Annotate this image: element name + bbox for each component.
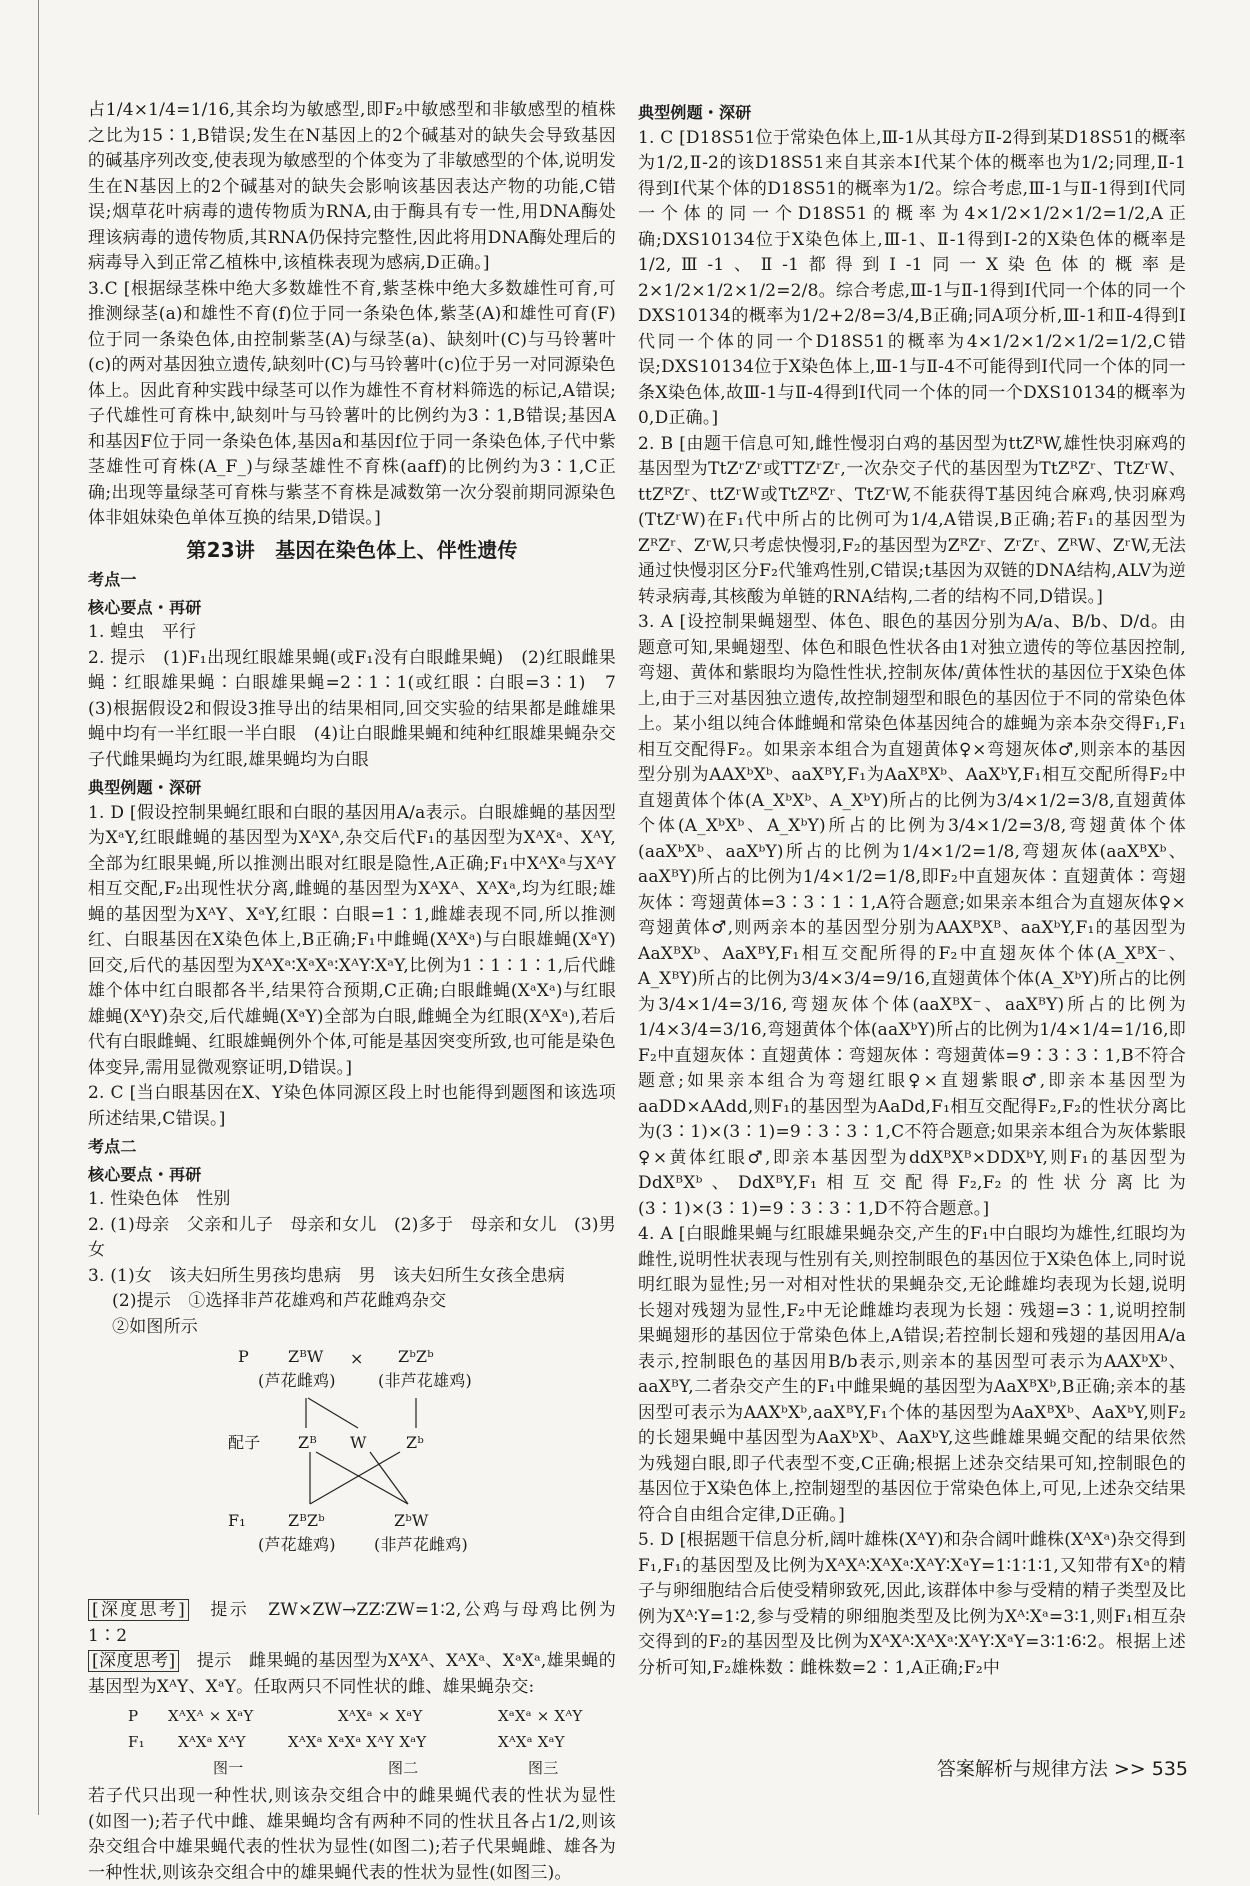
para-continued: 占1/4×1/4=1/16,其余均为敏感型,即F₂中敏感型和非敏感型的植株之比为15∶1,B错误;发生在N基因上的2个碱基对的缺失会导致基因的碱基序列改变,使表现为敏感型的个体变为了非敏感型的个体,说明发生在N基因上的2个碱基对的缺失会影响该基因表达产物的功能,C错误;烟草花叶病毒的遗传物质为RNA,由于酶具有专一性,用DNA酶处理该病毒的遗传物质,其RNA仍保持完整性,因此将用DNA酶处理后的病毒导入到正常乙植株中,该植株表现为感病,D正确。] [88,100,616,273]
typical2-item-4: 4. A [白眼雌果蝇与红眼雄果蝇杂交,产生的F₁中白眼均为雄性,红眼均为雌性,说明性状表现与性别有关,则控制眼色的基因位于X染色体上,同时说明红眼为显性;另一对相对性状的果蝇杂交,无论雌雄均表现为长翅,说明长翅对残翅为显性,F₂中无论雌雄均表现为长翅∶残翅=3∶1,说明控制果蝇翅形的基因位于常染色体上,A错误;若控制长翅和残翅的基因用A/a表示,控制眼色的基因用B/b表示,则亲本的基因型可表示为AAXᵇXᵇ、aaXᴮY,二者杂交产生的F₁中雌果蝇的基因型为AaXᴮXᵇ,B正确;亲本的基因型可表示为AAXᵇXᵇ,aaXᴮY,F₁个体的基因型为AaXᴮXᵇ、AaXᵇY,则F₂的长翅果蝇中基因型为AaXᵇXᵇ、AaXᵇY,这些雌雄果蝇交配的结果依然为残翅白眼,即子代表型不变,C正确;根据上述杂交结果可知,控制眼色的基因位于X染色体上,控制翅型的基因位于常染色体上,可见,上述杂交结果符合自由组合定律,D正确。] [638,1224,1186,1525]
diagram-f1-female-label: (非芦花雌鸡) [374,1535,468,1554]
cross-fig2-offspring: XᴬXᵃ XᵃXᵃ XᴬY XᵃY [288,1733,427,1751]
cross-diagram-lines [88,1344,616,1594]
cross-row-captions [88,1756,616,1782]
binding-line [38,0,39,1815]
diagram-f1-female: ZᵇW [394,1511,429,1530]
arrow-line [370,1452,408,1504]
core1-item-1: 1. 蝗虫 平行 [88,622,197,642]
deep-thinking-1 [88,1598,616,1649]
core-points-heading-1: 核心要点・再研 [88,597,202,617]
core1-item-2: 2. 提示 (1)F₁出现红眼雄果蝇(或F₁没有白眼雌果蝇) (2)红眼雌果蝇∶红眼雄果蝇∶白眼雄果蝇=2∶1∶1(或红眼∶白眼=3∶1) 7 (3)根据假设2和假设3推导出的结果相同,回交实验的结果都是雌雄果蝇中均有一半红眼一半白眼 (4)让白眼雌果蝇和纯种红眼雄果蝇杂交 子代雌果蝇均为红眼,雄果蝇均为白眼 [88,647,634,770]
core2-item-2: 2. (1)母亲 父亲和儿子 母亲和女儿 (2)多于 母亲和女儿 (3)男 女 [88,1214,634,1260]
typical2-item-3: 3. A [设控制果蝇翅型、体色、眼色的基因分别为A/a、B/b、D/d。由题意可知,果蝇翅型、体色和眼色性状各由1对独立遗传的等位基因控制,弯翅、黄体和紫眼均为隐性性状,控制灰体/黄体性状的基因位于X染色体上,由于三对基因独立遗传,故控制翅型和眼色的基因位于不同的常染色体上。某小组以纯合体雌蝇和常染色体基因纯合的雄蝇为亲本杂交得F₁,F₁相互交配得F₂。如果亲本组合为直翅黄体♀×弯翅灰体♂,则亲本的基因型分别为AAXᵇXᵇ、aaXᴮY,F₁为AaXᴮXᵇ、AaXᵇY,F₁相互交配所得F₂中直翅黄体个体(A_XᵇXᵇ、A_XᵇY)所占的比例为3/4×1/2=3/8,直翅黄体个体(A_XᵇXᵇ、A_XᵇY)所占的比例为3/4×1/2=3/8,弯翅黄体个体(aaXᵇXᵇ、aaXᵇY)所占的比例为1/4×1/2=1/8,弯翅灰体(aaXᴮXᵇ、aaXᴮY)所占的比例为1/4×1/2=1/8,即F₂中直翅灰体∶直翅黄体∶弯翅灰体∶弯翅黄体=3∶3∶1∶1,A符合题意;如果亲本组合为直翅灰体♀×弯翅黄体♂,则两亲本的基因型分别为AAXᴮXᴮ、aaXᵇY,F₁的基因型为AaXᴮXᵇ、AaXᴮY,F₁相互交配所得的F₂中直翅灰体个体(A_XᴮX⁻、A_XᴮY)所占的比例为3/4×3/4=9/16,直翅黄体个体(A_XᵇY)所占的比例为3/4×1/4=3/16,弯翅灰体个体(aaXᴮX⁻、aaXᴮY)所占的比例为1/4×3/4=3/16,弯翅黄体个体(aaXᵇY)所占的比例为1/4×1/4=1/16,即F₂中直翅灰体∶直翅黄体∶弯翅灰体∶弯翅黄体=9∶3∶3∶1,B不符合题意;如果亲本组合为弯翅红眼♀×直翅紫眼♂,即亲本基因型为aaDD×AAdd,则F₁的基因型为AaDd,F₁相互交配得F₂,F₂的性状分离比为(3∶1)×(3∶1)=9∶3∶3∶1,C不符合题意;如果亲本组合为灰体紫眼♀×黄体红眼♂,即亲本基因型为ddXᴮXᴮ×DDXᵇY,则F₁的基因型为DdXᴮXᵇ、DdXᴮY,F₁相互交配得F₂,F₂的性状分离比为(3∶1)×(3∶1)=9∶3∶3∶1,D不符合题意。] [638,612,1186,1219]
kaodian-2-heading: 考点二 [88,1137,137,1156]
core2-item-3c: ②如图所示 [112,1316,198,1337]
diagram-cross-sign: × [350,1349,364,1368]
diagram-gamete-label: 配子 [228,1433,261,1452]
cross-fig2-parents: XᴬXᵃ × XᵃY [338,1707,423,1725]
core2-item-3a: 3. (1)女 该夫妇所生男孩均患病 男 该夫妇所生女孩全患病 [88,1265,565,1286]
figure-caption: 图三 [528,1759,559,1777]
diagram-p-female-label: (芦花雌鸡) [258,1371,336,1390]
right-column [638,98,1186,1681]
cross-label: P [128,1707,139,1725]
deep-thinking-tag: [深度思考] [88,1599,189,1621]
diagram-p-male: ZᵇZᵇ [398,1347,434,1366]
diagram-p: P [238,1347,249,1366]
figure-caption: 图二 [388,1759,419,1777]
cross-row-f1 [88,1730,616,1756]
diagram-p-male-label: (非芦花雄鸡) [378,1371,472,1390]
core-points-heading-2: 核心要点・再研 [88,1164,202,1184]
figure-caption: 图一 [213,1759,244,1777]
cross-fig1-offspring: XᴬXᵃ XᴬY [178,1733,246,1751]
answer-3: 3.C [根据绿茎株中绝大多数雄性不育,紫茎株中绝大多数雄性可育,可推测绿茎(a)和雄性不育(f)位于同一条染色体,紫茎(A)和雄性可育(F)位于同一条染色体,由控制紫茎(A)与绿茎(a)、缺刻叶(C)与马铃薯叶(c)的两对基因独立遗传,缺刻叶(C)与马铃薯叶(c)位于另一对同源染色体上。因此育种实践中绿茎可以作为雄性不育材料筛选的标记,A错误;子代雄性可育株中,缺刻叶与马铃薯叶的比例约为3∶1,B错误;基因A和基因F位于同一条染色体,基因a和基因f位于同一条染色体,子代中紫茎雄性可育株(A_F_)与绿茎雄性不育株(aaff)的比例约为3∶1,C正确;出现等量绿茎可育株与紫茎不育株是减数第一次分裂前期同源染色体非姐妹染色单体互换的结果,D错误。] [88,278,616,528]
deep-thinking-1-text: 提示 ZW×ZW→ZZ∶ZW=1∶2,公鸡与母鸡比例为1∶2 [88,1600,617,1646]
typical2-item-1: 1. C [D18S51位于常染色体上,Ⅲ-1从其母方Ⅱ-2得到某D18S51的概率为1/2,Ⅱ-2的该D18S51来自其亲本Ⅰ代某个体的概率也为1/2;同理,Ⅱ-1得到Ⅰ代某个体的D18S51的概率为1/2。综合考虑,Ⅲ-1与Ⅱ-1得到Ⅰ代同一个体的同一个D18S51的概率为4×1/2×1/2×1/2=1/2,A正确;DXS10134位于X染色体上,Ⅲ-1、Ⅱ-1得到Ⅰ-2的X染色体的概率是1/2,Ⅲ-1、Ⅱ-1都得到Ⅰ-1同一X染色体的概率是2×1/2×1/2×1/2=2/8。综合考虑,Ⅲ-1与Ⅱ-1得到Ⅰ代同一个体的同一个DXS10134的概率为1/2+2/8=3/4,B正确;同A项分析,Ⅲ-1和Ⅱ-4得到Ⅰ代同一个体的同一个D18S51的概率为4×1/2×1/2×1/2=1/2,C错误;DXS10134位于X染色体上,Ⅲ-1与Ⅱ-4不可能得到Ⅰ代同一个体的同一条X染色体,故Ⅲ-1与Ⅱ-4得到Ⅰ代同一个体的同一个DXS10134的概率为0,D正确。] [638,127,1186,428]
deep-thinking-2 [88,1649,616,1700]
core2-item-1: 1. 性染色体 性别 [88,1189,231,1209]
cross-figures [88,1704,616,1782]
typical2-item-2: 2. B [由题干信息可知,雌性慢羽白鸡的基因型为ttZᴿW,雄性快羽麻鸡的基因型为TtZʳZʳ或TTZʳZʳ,一次杂交子代的基因型为TtZᴿZʳ、TtZʳW、ttZᴿZʳ、ttZʳW或TtZᴿZʳ、TtZʳW,不能获得T基因纯合麻鸡,快羽麻鸡(TtZʳW)在F₁代中所占的比例可为1/4,A错误,B正确;若F₁的基因型为ZᴿZʳ、ZʳW,只考虑快慢羽,F₂的基因型为ZᴿZʳ、ZʳZʳ、ZᴿW、ZʳW,无法通过快慢羽区分F₂代雏鸡性别,C错误;t基因为双链的DNA结构,ALV为逆转录病毒,其核酸为单链的RNA结构,二者的结构不同,D错误。] [638,433,1186,607]
typical2-item-5: 5. D [根据题干信息分析,阔叶雄株(XᴬY)和杂合阔叶雌株(XᴬXᵃ)杂交得到F₁,F₁的基因型及比例为XᴬXᴬ∶XᴬXᵃ∶XᴬY∶XᵃY=1∶1∶1∶1,又知带有Xᵃ的精子与卵细胞结合后使受精卵致死,因此,该群体中参与受精的精子类型及比例为Xᴬ∶Y=1∶2,参与受精的卵细胞类型及比例为Xᴬ∶Xᵃ=3∶1,则F₁相互杂交得到的F₂的基因型及比例为XᴬXᴬ∶XᴬXᵃ∶XᴬY∶XᵃY=3∶1∶6∶2。根据上述分析可知,F₂雄株数∶雌株数=2∶1,A正确;F₂中 [638,1530,1186,1678]
typical-examples-heading-2: 典型例题・深研 [638,103,752,122]
deep-thinking-conclusion: 若子代只出现一种性状,则该杂交组合中的雌果蝇代表的性状为显性(如图一);若子代中雌、雄果蝇均含有两种不同的性状且各占1/2,则该杂交组合中雄果蝇代表的性状为显性(如图二);若子代果蝇雌、雄各为一种性状,则该杂交组合中的雄果蝇代表的性状为显性(如图三)。 [88,1786,616,1883]
cross-fig3-offspring: XᴬXᵃ XᵃY [498,1733,565,1751]
diagram-p-female: ZᴮW [288,1347,324,1366]
cross-fig3-parents: XᵃXᵃ × XᴬY [498,1707,583,1725]
diagram-f1-male-label: (芦花雄鸡) [258,1535,336,1554]
section-title: 第23讲 基因在染色体上、伴性遗传 [186,537,518,562]
page-footer: 答案解析与规律方法 >> 535 [936,1758,1188,1780]
cross-row-p [88,1704,616,1730]
typical-examples-heading-1: 典型例题・深研 [88,778,202,797]
core2-item-3b: (2)提示 ①选择非芦花雄鸡和芦花雌鸡杂交 [112,1291,447,1311]
deep-thinking-tag: [深度思考] [88,1650,179,1672]
diagram-gamete-2: W [350,1433,367,1452]
cross-diagram [88,1344,616,1594]
diagram-gamete-3: Zᵇ [406,1433,424,1452]
typical1-item-2: 2. C [当白眼基因在X、Y染色体同源区段上时也能得到题图和该选项所述结果,C错误。] [88,1083,616,1129]
diagram-gamete-1: Zᴮ [298,1433,317,1452]
arrow-line [308,1398,358,1428]
deep-thinking-2-text: 提示 雌果蝇的基因型为XᴬXᴬ、XᴬXᵃ、XᵃXᵃ,雄果蝇的基因型为XᴬY、XᵃY。任取两只不同性状的雌、雄果蝇杂交: [88,1651,616,1697]
diagram-f1: F₁ [228,1511,246,1530]
left-column [88,98,634,1886]
diagram-f1-male: ZᴮZᵇ [288,1511,325,1530]
typical1-item-1: 1. D [假设控制果蝇红眼和白眼的基因用A/a表示。白眼雄蝇的基因型为XᵃY,红眼雌蝇的基因型为XᴬXᴬ,杂交后代F₁的基因型为XᴬXᵃ、XᴬY,全部为红眼果蝇,所以推测出眼对红眼是隐性,A正确;F₁中XᴬXᵃ与XᴬY相互交配,F₂出现性状分离,雌蝇的基因型为XᴬXᴬ、XᴬXᵃ,均为红眼;雄蝇的基因型为XᴬY、XᵃY,红眼∶白眼=1∶1,雌雄表现不同,所以推测红、白眼基因在X染色体上,B正确;F₁中雌蝇(XᴬXᵃ)与白眼雄蝇(XᵃY)回交,后代的基因型为XᴬXᵃ∶XᵃXᵃ∶XᴬY∶XᵃY,比例为1∶1∶1∶1,后代雌雄个体中红白眼都各半,结果符合预期,C正确;白眼雌蝇(XᵃXᵃ)与红眼雄蝇(XᴬY)杂交,后代雄蝇(XᵃY)全部为白眼,雌蝇全为红眼(XᴬXᵃ),若后代有白眼雌蝇、红眼雄蝇例外个体,可能是基因突变所致,也可能是染色体变异,需用显微观察证明,D错误。] [88,802,616,1078]
kaodian-1-heading: 考点一 [88,570,137,589]
arrow-line [310,1452,400,1504]
arrow-line [316,1452,408,1504]
cross-fig1-parents: XᴬXᴬ × XᵃY [168,1707,254,1725]
cross-label: F₁ [128,1733,145,1751]
